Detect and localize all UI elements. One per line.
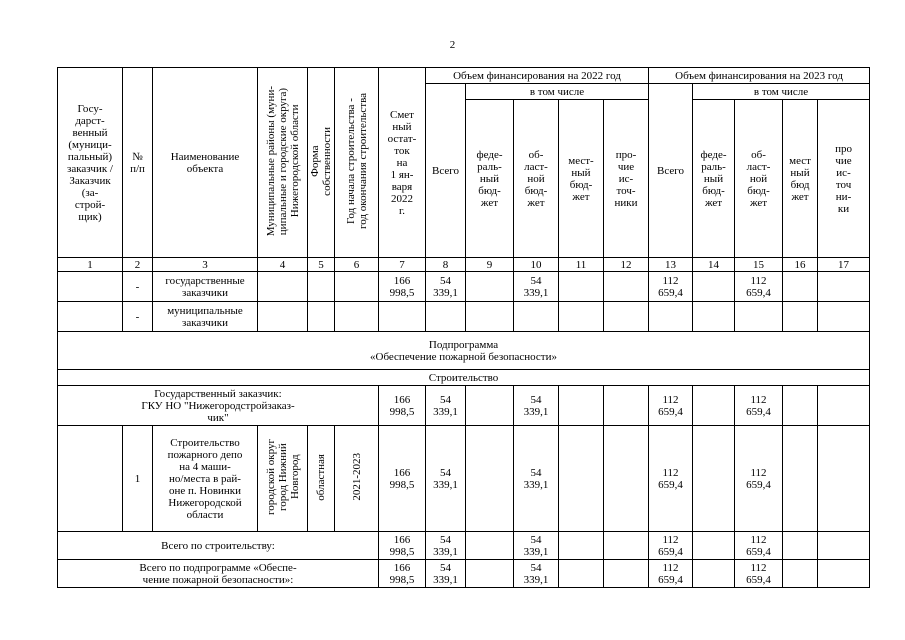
header-federal-2023: феде- раль- ный бюд- жет (693, 100, 735, 258)
total-2022-value: 54 339,1 (426, 532, 466, 560)
table-row-municipal-customers (58, 302, 870, 332)
colnum-7: 7 (379, 258, 426, 272)
construction-row (58, 370, 870, 386)
header-incl-2022: в том числе (466, 84, 649, 100)
financing-table (57, 67, 870, 588)
total-subprogram-label: Всего по подпрограмме «Обеспе- чение пожарной безопасности»: (58, 560, 379, 588)
header-estimate: Смет ный остат- ток на 1 ян- варя 2022 г. (379, 68, 426, 258)
table-row-total-subprogram (58, 560, 870, 588)
colnum-3: 3 (153, 258, 258, 272)
regional-2023-value: 112 659,4 (735, 272, 783, 302)
total-2023-value: 112 659,4 (649, 426, 693, 532)
column-numbers-row (58, 258, 870, 272)
table-row-object (58, 426, 870, 532)
total-2022-value: 54 339,1 (426, 560, 466, 588)
row-name: муниципальные заказчики (153, 302, 258, 332)
header-districts-cell (258, 68, 308, 258)
table-row-customer (58, 386, 870, 426)
total-2023-value: 112 659,4 (649, 272, 693, 302)
header-years-cell (335, 68, 379, 258)
object-ownership-cell (308, 426, 335, 532)
regional-2022-value: 54 339,1 (514, 532, 559, 560)
colnum-6: 6 (335, 258, 379, 272)
object-years-cell (335, 426, 379, 532)
estimate-value: 166 998,5 (379, 426, 426, 532)
object-ownership: областная (315, 453, 327, 501)
customer-name: Государственный заказчик: ГКУ НО "Нижегородстройзаказ- чик" (58, 386, 379, 426)
header-ownership-cell (308, 68, 335, 258)
header-regional-2023: об- ласт- ной бюд- жет (735, 100, 783, 258)
header-regional-2022: об- ласт- ной бюд- жет (514, 100, 559, 258)
header-fin-2022: Объем финансирования на 2022 год (426, 68, 649, 84)
total-2022-value: 54 339,1 (426, 386, 466, 426)
header-other-2022: про- чие ис- точ- ники (604, 100, 649, 258)
header-local-2023: мест ный бюд жет (783, 100, 818, 258)
colnum-12: 12 (604, 258, 649, 272)
estimate-value: 166 998,5 (379, 532, 426, 560)
regional-2022-value: 54 339,1 (514, 426, 559, 532)
header-other-2023: про чие ис- точ ни- ки (818, 100, 870, 258)
colnum-16: 16 (783, 258, 818, 272)
estimate-value: 166 998,5 (379, 560, 426, 588)
colnum-2: 2 (123, 258, 153, 272)
regional-2022-value: 54 339,1 (514, 272, 559, 302)
subprogram-row (58, 332, 870, 370)
table-row-total-construction (58, 532, 870, 560)
construction-title: Строительство (58, 370, 870, 386)
regional-2022-value: 54 339,1 (514, 386, 559, 426)
colnum-15: 15 (735, 258, 783, 272)
colnum-9: 9 (466, 258, 514, 272)
header-years: Год начала строительства - год окончания строительства (344, 93, 369, 229)
row-dash: - (123, 272, 153, 302)
estimate-value: 166 998,5 (379, 272, 426, 302)
regional-2023-value: 112 659,4 (735, 560, 783, 588)
regional-2023-value: 112 659,4 (735, 386, 783, 426)
header-fin-2023: Объем финансирования на 2023 год (649, 68, 870, 84)
row-dash: - (123, 302, 153, 332)
colnum-1: 1 (58, 258, 123, 272)
header-customer: Госу- дарст- венный (муници- пальный) заказчик / Заказчик (за- строй- щик) (58, 68, 123, 258)
regional-2023-value: 112 659,4 (735, 426, 783, 532)
object-number: 1 (123, 426, 153, 532)
header-number: № п/п (123, 68, 153, 258)
total-construction-label: Всего по строительству: (58, 532, 379, 560)
colnum-13: 13 (649, 258, 693, 272)
total-2022-value: 54 339,1 (426, 426, 466, 532)
header-ownership: Форма собственности (309, 126, 333, 196)
colnum-8: 8 (426, 258, 466, 272)
table-row-state-customers (58, 272, 870, 302)
object-district-cell (258, 426, 308, 532)
header-row-1 (58, 68, 870, 84)
row-name: государственные заказчики (153, 272, 258, 302)
subprogram-title: Подпрограмма «Обеспечение пожарной безопасности» (58, 332, 870, 370)
object-name: Строительство пожарного депо на 4 маши- но/места в рай- оне п. Новинки Нижегородской области (153, 426, 258, 532)
colnum-14: 14 (693, 258, 735, 272)
total-2022-value: 54 339,1 (426, 272, 466, 302)
total-2023-value: 112 659,4 (649, 560, 693, 588)
colnum-17: 17 (818, 258, 870, 272)
estimate-value: 166 998,5 (379, 386, 426, 426)
regional-2022-value: 54 339,1 (514, 560, 559, 588)
colnum-5: 5 (308, 258, 335, 272)
header-local-2022: мест- ный бюд- жет (559, 100, 604, 258)
object-years: 2021-2023 (350, 453, 363, 501)
page-number: 2 (449, 39, 456, 51)
object-district: городской округ город Нижний Новгород (264, 438, 301, 516)
total-2023-value: 112 659,4 (649, 532, 693, 560)
total-2023-value: 112 659,4 (649, 386, 693, 426)
regional-2023-value: 112 659,4 (735, 532, 783, 560)
colnum-4: 4 (258, 258, 308, 272)
header-total-2022: Всего (426, 84, 466, 258)
header-federal-2022: феде- раль- ный бюд- жет (466, 100, 514, 258)
header-incl-2023: в том числе (693, 84, 870, 100)
header-object-name: Наименование объекта (153, 68, 258, 258)
colnum-11: 11 (559, 258, 604, 272)
header-total-2023: Всего (649, 84, 693, 258)
colnum-10: 10 (514, 258, 559, 272)
header-districts: Муниципальные районы (муни- ципальные и городские округа) Нижегородской области (264, 85, 301, 237)
